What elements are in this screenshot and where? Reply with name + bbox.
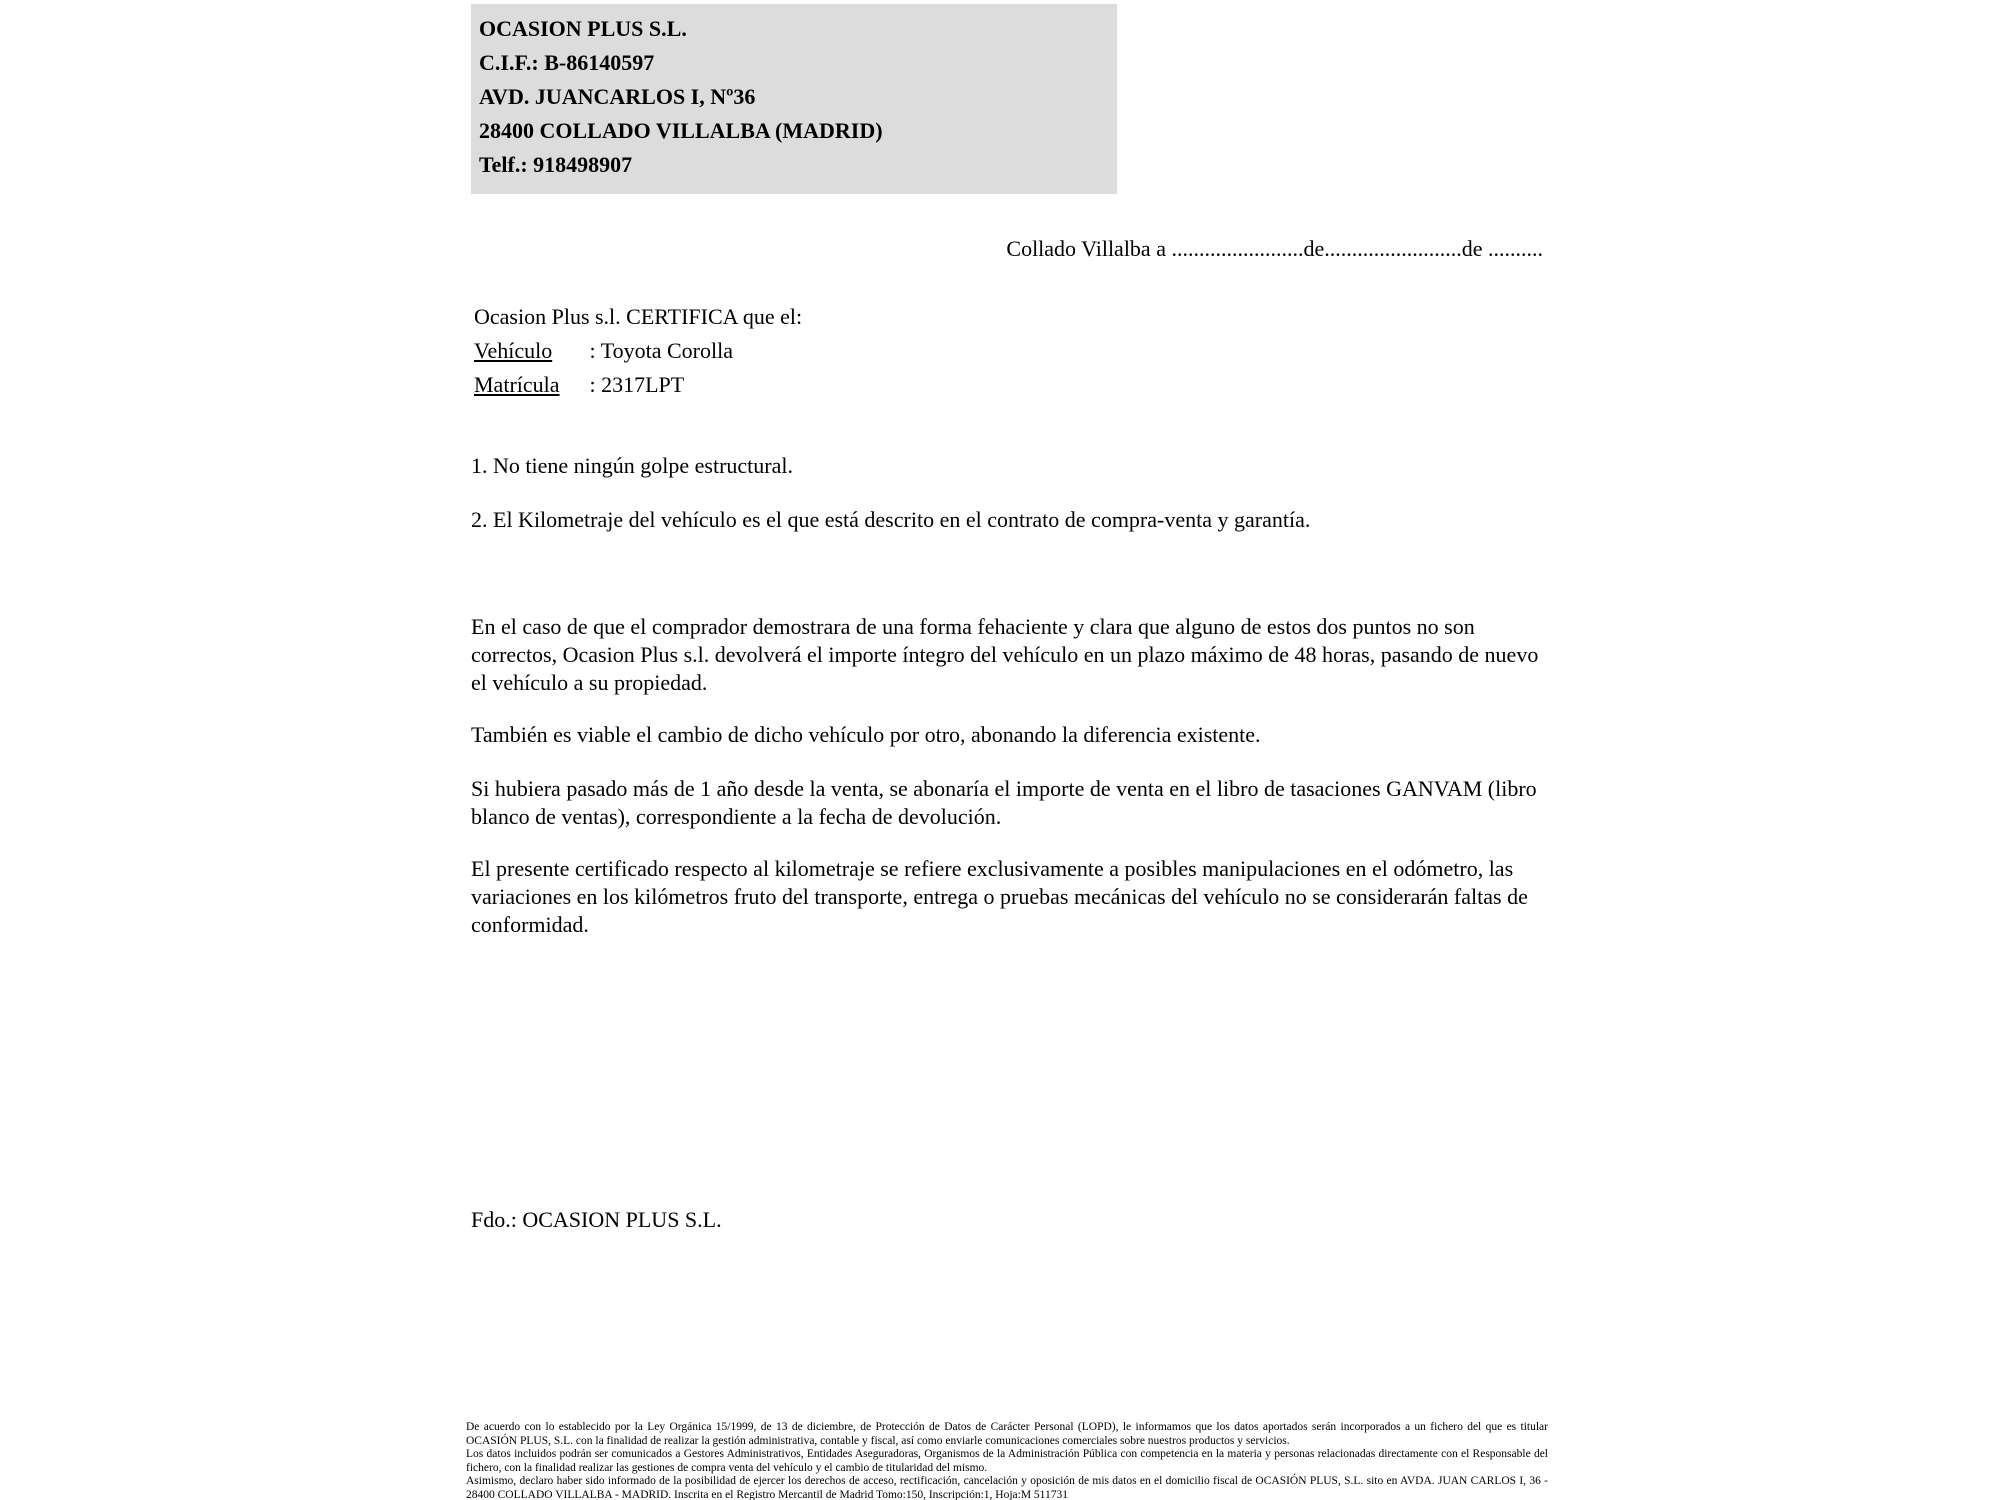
- company-phone: Telf.: 918498907: [479, 152, 633, 177]
- company-city: 28400 COLLADO VILLALBA (MADRID): [479, 118, 883, 143]
- legal-paragraph-data-sharing: Los datos incluidos podrán ser comunicados a Gestores Administrativos, Entidades Aseguradoras, Organismos de la Administración Pública con competencia en la materia y personas relacionadas directamente con el Responsable del fichero, con la finalidad realizar las gestiones de compra venta del vehículo y el cambio de titularidad del mismo.: [466, 1448, 1548, 1474]
- point-1: 1. No tiene ningún golpe estructural.: [471, 453, 793, 478]
- paragraph-ganvam: Si hubiera pasado más de 1 año desde la venta, se abonaría el importe de venta en el libro de tasaciones GANVAM (libro blanco de ventas), correspondiente a la fecha de devolución.: [471, 776, 1537, 829]
- certification-block: [474, 300, 1543, 402]
- certifica-intro: Ocasion Plus s.l. CERTIFICA que el:: [474, 304, 803, 329]
- company-cif: C.I.F.: B-86140597: [479, 50, 655, 75]
- legal-paragraph-rights: Asimismo, declaro haber sido informado de la posibilidad de ejercer los derechos de acceso, rectificación, cancelación y oposición de mis datos en el domicilio fiscal de OCASIÓN PLUS, S.L. sito en AVDA. JUAN CARLOS I, 36 - 28400 COLLADO VILLALBA - MADRID. Inscrita en el Registro Mercantil de Madrid Tomo:150, Inscripción:1, Hoja:M 511731: [466, 1475, 1548, 1500]
- vehicle-label: Vehículo: [474, 338, 553, 363]
- company-address: AVD. JUANCARLOS I, Nº36: [479, 84, 756, 109]
- plate-row: [474, 368, 1543, 402]
- signature-line: Fdo.: OCASION PLUS S.L.: [471, 1207, 722, 1232]
- company-name: OCASION PLUS S.L.: [479, 16, 687, 41]
- vehicle-row: [474, 334, 1543, 368]
- paragraph-odometer: El presente certificado respecto al kilometraje se refiere exclusivamente a posibles manipulaciones en el odómetro, las variaciones en los kilómetros fruto del transporte, entrega o pruebas mecánicas del vehículo no se considerarán faltas de conformidad.: [471, 856, 1528, 937]
- paragraph-exchange: También es viable el cambio de dicho vehículo por otro, abonando la diferencia existente.: [471, 722, 1261, 747]
- legal-paragraph-lopd: De acuerdo con lo establecido por la Ley Orgánica 15/1999, de 13 de diciembre, de Protección de Datos de Carácter Personal (LOPD), le informamos que los datos aportados serán incorporados a un fichero del que es titular OCASIÓN PLUS, S.L. con la finalidad de realizar la gestión administrativa, contable y fiscal, así como enviarle comunicaciones comerciales sobre nuestros productos y servicios.: [466, 1421, 1548, 1447]
- legal-footer: [466, 1421, 1548, 1500]
- plate-label: Matrícula: [474, 372, 560, 397]
- company-header-box: [471, 4, 1117, 194]
- plate-value: : 2317LPT: [589, 372, 685, 397]
- vehicle-value: : Toyota Corolla: [589, 338, 733, 363]
- paragraph-refund: En el caso de que el comprador demostrara de una forma fehaciente y clara que alguno de estos dos puntos no son correctos, Ocasion Plus s.l. devolverá el importe íntegro del vehículo en un plazo máximo de 48 horas, pasando de nuevo el vehículo a su propiedad.: [471, 614, 1539, 695]
- date-line: Collado Villalba a ........................de.........................de ..........: [1006, 236, 1543, 261]
- point-2: 2. El Kilometraje del vehículo es el que está descrito en el contrato de compra-venta y garantía.: [471, 507, 1311, 532]
